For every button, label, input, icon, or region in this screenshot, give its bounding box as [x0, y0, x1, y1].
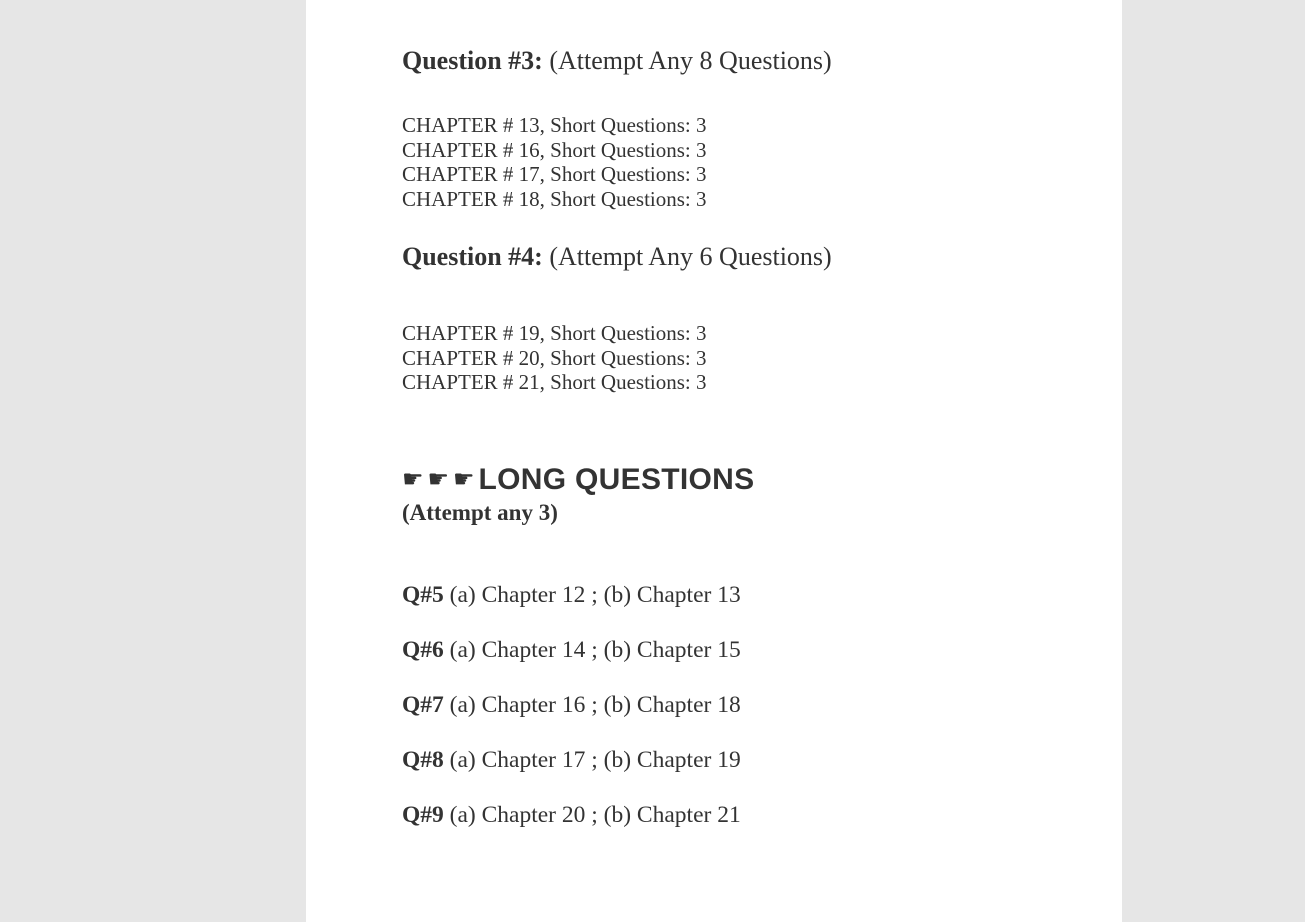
- question-3-label: Question #3:: [402, 46, 543, 75]
- long-question-text: (a) Chapter 17 ; (b) Chapter 19: [443, 747, 741, 773]
- chapter-line: CHAPTER # 17, Short Questions: 3: [402, 162, 707, 186]
- long-question-item: [402, 691, 741, 719]
- long-question-label: Q#5: [402, 582, 444, 608]
- long-question-text: (a) Chapter 16 ; (b) Chapter 18: [443, 692, 741, 718]
- long-question-item: [402, 801, 741, 829]
- long-question-text: (a) Chapter 14 ; (b) Chapter 15: [443, 637, 741, 663]
- chapter-line: CHAPTER # 20, Short Questions: 3: [402, 345, 707, 370]
- question-3-chapter-list: [402, 113, 707, 211]
- long-questions-title: [402, 462, 754, 498]
- chapter-line: CHAPTER # 13, Short Questions: 3: [402, 113, 707, 137]
- question-4-label: Question #4:: [402, 242, 543, 271]
- long-question-text: (a) Chapter 12 ; (b) Chapter 13: [443, 582, 741, 608]
- long-question-label: Q#8: [402, 747, 444, 773]
- chapter-line: CHAPTER # 21, Short Questions: 3: [402, 370, 707, 394]
- document-page: [306, 0, 1122, 922]
- question-3-note: (Attempt Any 8 Questions): [542, 46, 832, 75]
- chapter-line: CHAPTER # 18, Short Questions: 3: [402, 186, 707, 211]
- long-question-item: [402, 636, 741, 664]
- long-question-item: [402, 581, 741, 609]
- question-4-note: (Attempt Any 6 Questions): [542, 242, 832, 271]
- pointing-hand-icon: ☛☛☛: [402, 466, 479, 493]
- long-questions-label: LONG QUESTIONS: [478, 463, 755, 496]
- chapter-line: CHAPTER # 19, Short Questions: 3: [402, 321, 707, 345]
- long-questions-subtitle: (Attempt any 3): [402, 500, 558, 525]
- long-question-label: Q#6: [402, 637, 444, 663]
- long-question-label: Q#9: [402, 802, 444, 828]
- long-question-label: Q#7: [402, 692, 444, 718]
- long-question-text: (a) Chapter 20 ; (b) Chapter 21: [443, 802, 741, 828]
- question-4-chapter-list: [402, 321, 707, 395]
- long-question-item: [402, 746, 741, 774]
- question-3-heading: [402, 46, 832, 76]
- question-4-heading: [402, 242, 832, 272]
- chapter-line: CHAPTER # 16, Short Questions: 3: [402, 137, 707, 162]
